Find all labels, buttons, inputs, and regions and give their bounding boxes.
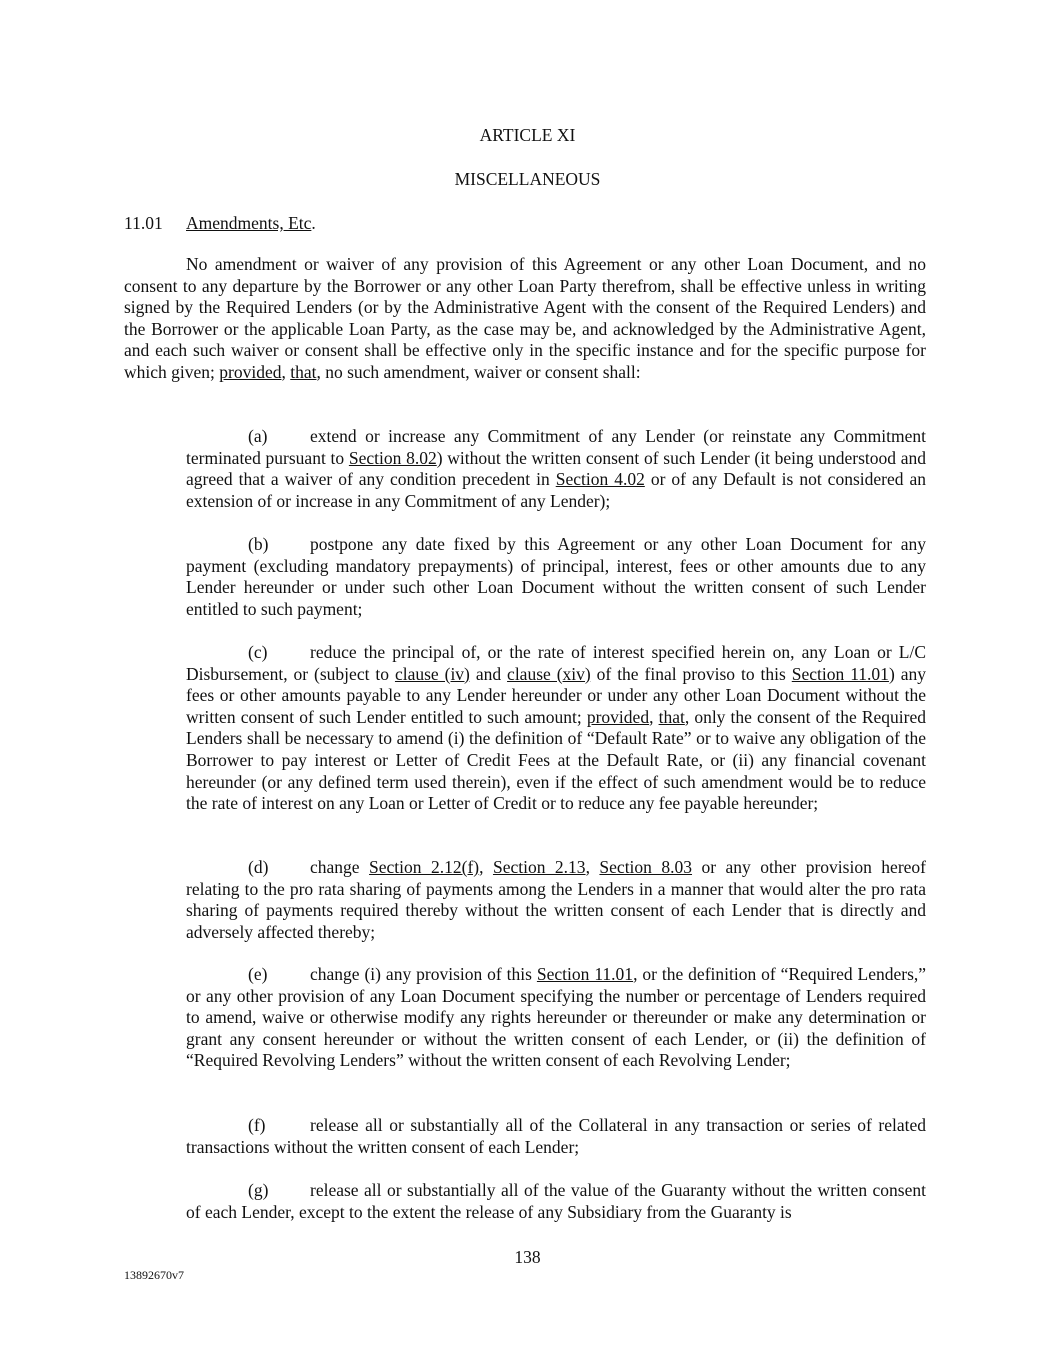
clause-text: , only the consent of the Required Lenders shall be necessary to amend (i) the definition of “Default Rate” or to waive any obligation of the Borrower to pay interest or Letter of Credit Fees at the Default Rate, or (ii) any financial covenant hereunder (or any defined term used therein), even if the effect of such amendment would be to reduce the rate of interest on any Loan or Letter of Credit or to reduce any fee payable hereunder; — [186, 706, 926, 814]
that-term: that — [290, 361, 317, 382]
clause-reference: clause (xiv) — [507, 663, 591, 684]
clause-a — [186, 426, 926, 512]
clause-text: of the final proviso to this — [590, 663, 792, 684]
clause-g — [186, 1180, 926, 1223]
section-title-suffix: . — [311, 213, 316, 233]
article-title: MISCELLANEOUS — [454, 169, 601, 189]
clause-label: (d) — [248, 857, 269, 877]
clause-text: or any other provision hereof relating to the pro rata sharing of payments among the Lenders in a manner that would alter the pro rata sharing of payments required thereby without the written consent of each Lender that is directly and adversely affected thereby; — [186, 857, 926, 942]
provided-term: provided — [219, 361, 282, 382]
article-heading: ARTICLE XI — [479, 125, 576, 145]
clause-text: , — [649, 706, 659, 727]
clause-label: (e) — [248, 964, 268, 984]
clause-f — [186, 1115, 926, 1158]
clause-d — [186, 857, 926, 943]
section-heading — [124, 212, 316, 234]
clause-text: change (i) any provision of this — [310, 964, 537, 984]
clause-text: release all or substantially all of the Collateral in any transaction or series of related transactions without the written consent of each Lender; — [186, 1115, 926, 1157]
clause-text: release all or substantially all of the value of the Guaranty without the written consent of each Lender, except to the extent the release of any Subsidiary from the Guaranty is — [186, 1180, 926, 1222]
section-reference: Section 4.02 — [555, 469, 645, 490]
intro-text-3: , no such amendment, waiver or consent shall: — [316, 361, 641, 382]
clause-reference: clause (iv) — [394, 663, 470, 684]
section-number: 11.01 — [124, 213, 163, 233]
document-id: 13892670v7 — [124, 1268, 184, 1282]
clause-text: and — [469, 663, 508, 684]
clause-text: change — [310, 857, 370, 877]
clause-text: ) without the written consent of such Lender (it being understood and agreed that a waiver of any condition precedent in — [186, 447, 926, 490]
intro-text-1: No amendment or waiver of any provision of this Agreement or any other Loan Document, and no consent to any departure by the Borrower or any other Loan Party therefrom, shall be effective unless in writing signed by the Required Lenders (or by the Administrative Agent with the consent of the Required Lenders) and the Borrower or the applicable Loan Party, as the case may be, and acknowledged by the Administrative Agent, and each such waiver or consent shall be effective only in the specific instance and for the specific purpose for which given; — [124, 254, 926, 382]
that-term: that — [658, 706, 685, 727]
clause-text: , or the definition of “Required Lenders,” or any other provision of any Loan Document specifying the number or percentage of Lenders required to amend, waive or otherwise modify any rights hereunder or thereunder or make any determination or grant any consent hereunder or without the written consent of each Lender, or (ii) the definition of “Required Revolving Lenders” without the written consent of each Revolving Lender; — [186, 964, 927, 1071]
clause-text: , — [585, 857, 600, 877]
provided-term: provided — [586, 706, 650, 727]
intro-paragraph — [124, 254, 926, 384]
clause-label: (f) — [248, 1115, 266, 1135]
clause-b — [186, 534, 926, 620]
section-reference: Section 2.12(f) — [369, 857, 480, 877]
clause-label: (b) — [248, 534, 269, 554]
clause-label: (c) — [248, 642, 268, 662]
section-reference: Section 2.13 — [492, 857, 586, 877]
section-title: Amendments, Etc — [186, 213, 312, 233]
section-reference: Section 11.01 — [791, 663, 889, 684]
clause-e — [186, 964, 926, 1072]
clause-text: reduce the principal of, or the rate of interest specified herein on, any Loan or L/C Disbursement, or (subject to — [186, 642, 926, 684]
clause-text: , — [479, 857, 493, 877]
clause-text: ) any fees or other amounts payable to any Lender hereunder or under any other Loan Document without the written consent of such Lender entitled to such amount; — [186, 663, 926, 727]
clause-label: (g) — [248, 1180, 269, 1200]
clause-text: postpone any date fixed by this Agreement or any other Loan Document for any payment (excluding mandatory prepayments) of principal, interest, fees or other amounts due to any Lender hereunder or under such other Loan Document without the written consent of such Lender entitled to such payment; — [186, 534, 926, 619]
clause-text: extend or increase any Commitment of any Lender (or reinstate any Commitment terminated pursuant to — [186, 426, 926, 468]
intro-text-2: , — [281, 361, 291, 382]
clause-c — [186, 642, 926, 815]
page-number: 138 — [514, 1247, 541, 1267]
section-reference: Section 11.01 — [536, 964, 634, 984]
clause-label: (a) — [248, 426, 268, 446]
clause-text: or of any Default is not considered an extension of or increase in any Commitment of any Lender); — [186, 469, 926, 511]
section-reference: Section 8.02 — [348, 447, 437, 468]
section-reference: Section 8.03 — [599, 857, 693, 877]
